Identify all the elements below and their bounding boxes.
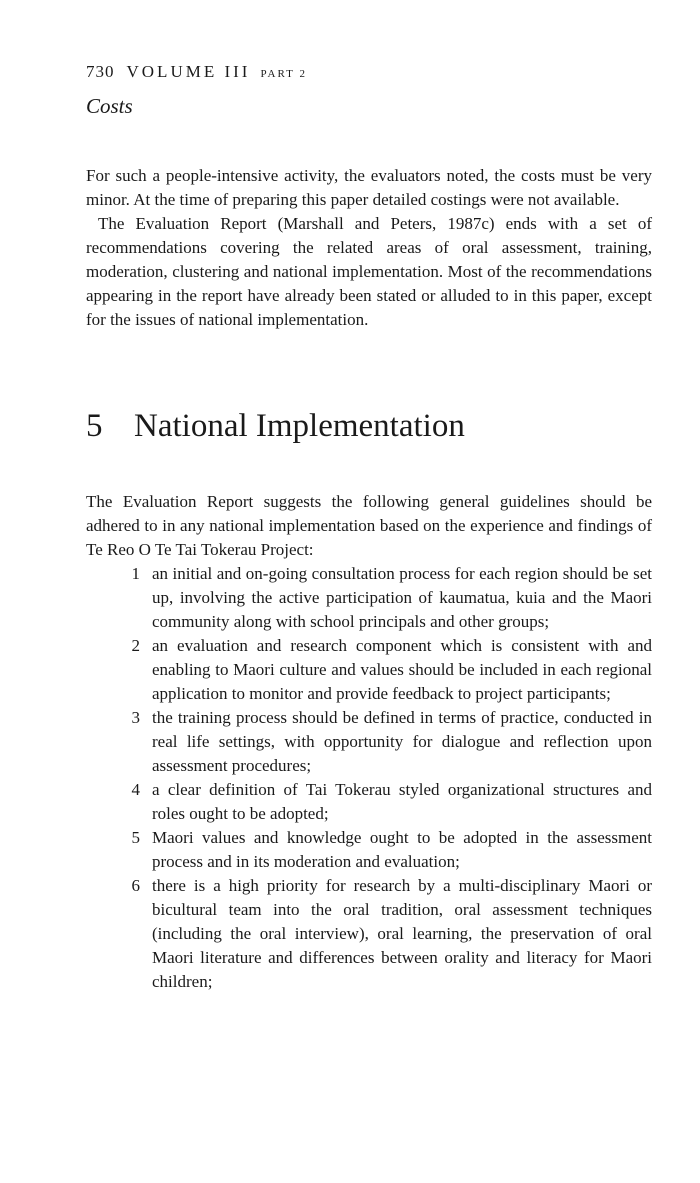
list-item-number: 6 — [131, 876, 140, 895]
list-item-text: an initial and on-going consultation process for each region should be set up, involving the active participation of kaumatua, kuia and the Maori community along with school principals and other groups; — [152, 564, 652, 631]
intro-paragraph: The Evaluation Report suggests the following general guidelines should be adhered to in any national implementation based on the experience and findings of Te Reo O Te Tai Tokerau Project: — [86, 492, 652, 559]
list-item-number: 2 — [131, 636, 140, 655]
list-item-text: an evaluation and research component which is consistent with and enabling to Maori culture and values should be included in each regional application to monitor and provide feedback to project participants; — [152, 636, 652, 703]
list-item-number: 4 — [131, 780, 140, 799]
part-label: PART 2 — [260, 68, 307, 80]
running-head — [86, 60, 652, 86]
list-item-number: 5 — [131, 828, 140, 847]
list-item-text: a clear definition of Tai Tokerau styled organizational structures and roles ought to be adopted; — [152, 780, 652, 823]
list-item-number: 3 — [131, 708, 140, 727]
body-paragraph: The Evaluation Report (Marshall and Peters, 1987c) ends with a set of recommendations covering the related areas of oral assessment, training, moderation, clustering and national implementation. Most of the recommendations appearing in the report have already been stated or alluded to in this paper, except for the issues of national implementation. — [86, 214, 652, 329]
chapter-heading — [86, 406, 652, 446]
page-number: 730 — [86, 62, 115, 81]
list-item — [86, 634, 652, 706]
list-item-number: 1 — [131, 564, 140, 583]
section-title: Costs — [86, 94, 133, 118]
list-item-text: Maori values and knowledge ought to be adopted in the assessment process and in its moderation and evaluation; — [152, 828, 652, 871]
list-item — [86, 778, 652, 826]
list-item-text: there is a high priority for research by a multi-disciplinary Maori or bicultural team into the oral tradition, oral assessment techniques (including the oral interview), oral learning, the preservation of oral Maori literature and differences between orality and literacy for Maori children; — [152, 876, 652, 991]
chapter-title: National Implementation — [134, 408, 465, 444]
guidelines-list — [86, 562, 652, 994]
list-item — [86, 562, 652, 634]
list-item-text: the training process should be defined in terms of practice, conducted in real life settings, with opportunity for dialogue and reflection upon assessment procedures; — [152, 708, 652, 775]
list-item — [86, 874, 652, 994]
body-paragraph: For such a people-intensive activity, the evaluators noted, the costs must be very minor. At the time of preparing this paper detailed costings were not available. — [86, 166, 652, 209]
volume-label: VOLUME III — [126, 62, 251, 81]
document-page — [86, 60, 652, 994]
list-item — [86, 706, 652, 778]
list-item — [86, 826, 652, 874]
chapter-number: 5 — [86, 408, 103, 444]
